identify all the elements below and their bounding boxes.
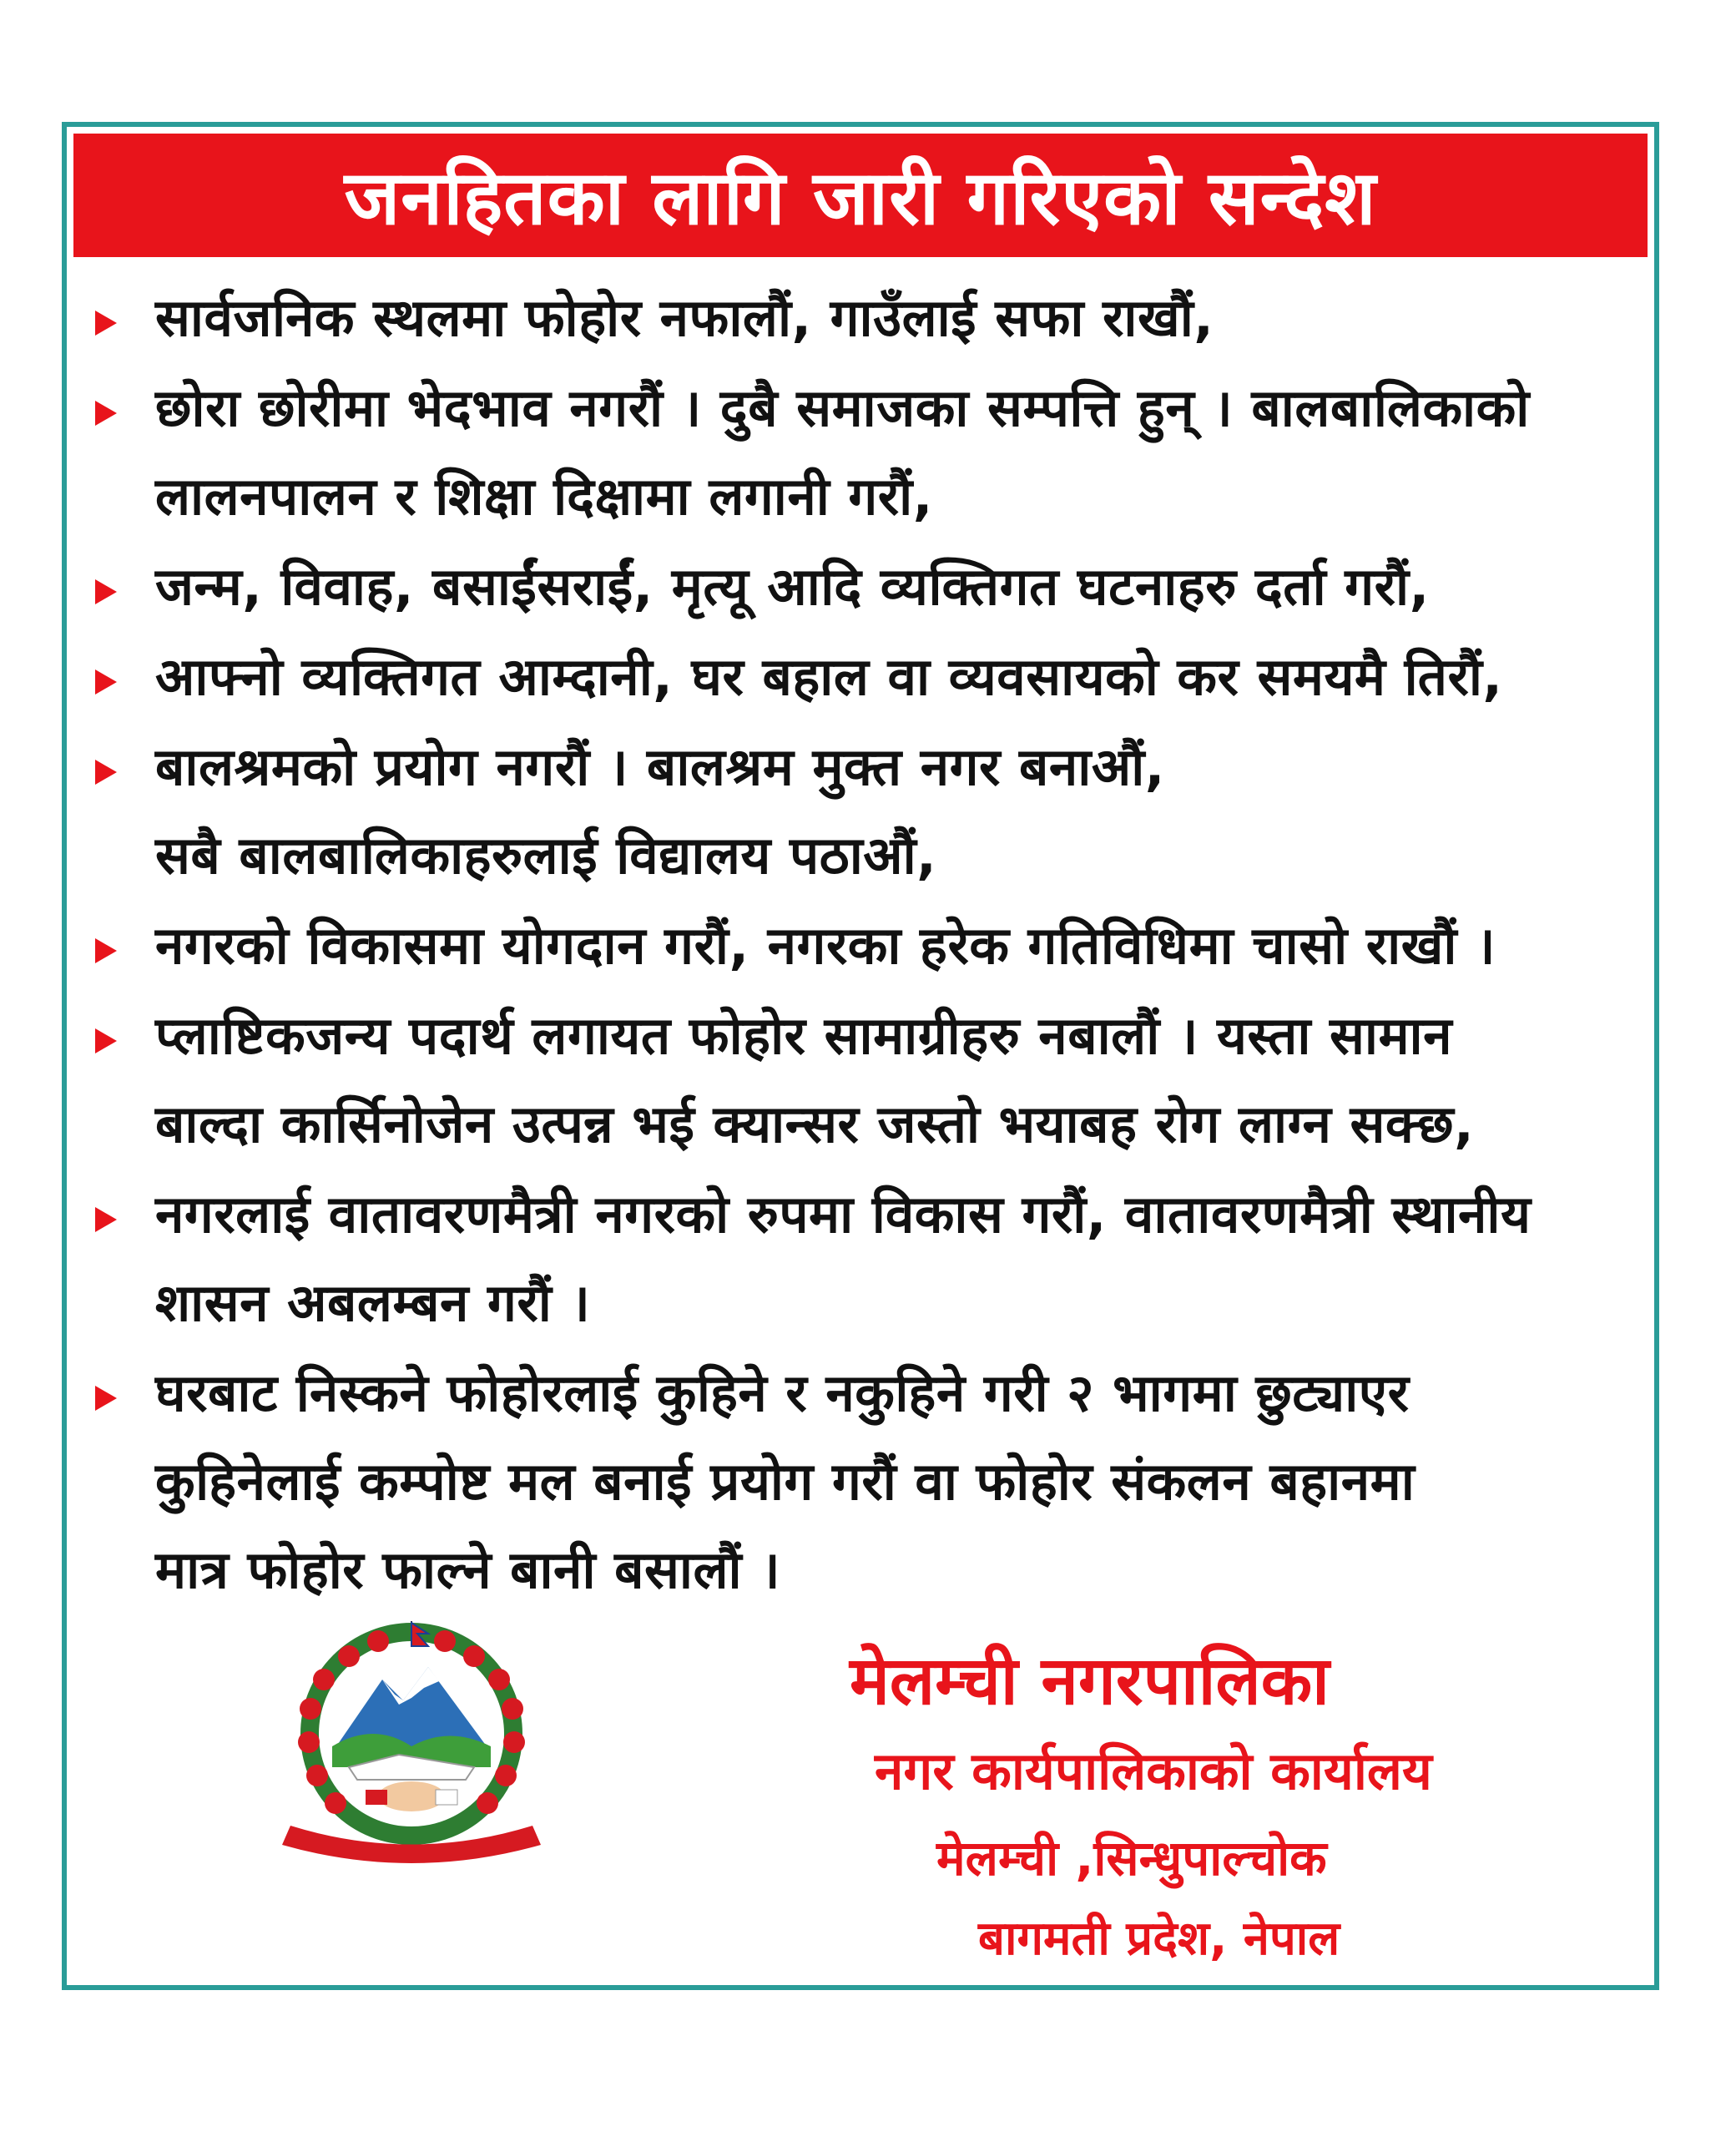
footer [67,1621,1654,1980]
message-line: मात्र फोहोर फाल्ने बानी बसालौं । [155,1539,781,1600]
list-item [83,1170,1646,1347]
triangle-bullet-icon [95,579,117,604]
message-line: छोरा छोरीमा भेदभाव नगरौं । दुबै समाजका सम्पत्ति हुन् । बालबालिकाको [155,377,1530,438]
message-line: कुहिनेलाई कम्पोष्ट मल बनाई प्रयोग गरौं वा फोहोर संकलन बहानमा [155,1451,1416,1512]
message-line: बाल्दा कार्सिनोजेन उत्पन्न भई क्यान्सर जस्तो भयाबह रोग लाग्न सक्छ, [155,1094,1475,1154]
triangle-bullet-icon [95,760,117,785]
organization-name: मेलम्ची नगरपालिका [850,1642,1330,1720]
message-list [83,274,1646,1616]
message-line: प्लाष्टिकजन्य पदार्थ लगायत फोहोर सामाग्रीहरु नबालौं । यस्ता सामान [155,1005,1453,1066]
triangle-bullet-icon [95,1207,117,1232]
notice-frame [62,122,1659,1990]
message-line: सार्वजनिक स्थलमा फोहोर नफालौं, गाउँलाई सफा राखौं, [155,287,1214,348]
triangle-bullet-icon [95,1386,117,1411]
message-line: जन्म, विवाह, बसाईंसराईं, मृत्यू आदि व्यक्तिगत घटनाहरु दर्ता गरौं, [155,556,1430,617]
list-item [83,274,1646,362]
message-line: बालश्रमको प्रयोग नगरौं । बालश्रम मुक्त नगर बनाऔं, [155,736,1165,797]
triangle-bullet-icon [95,401,117,426]
message-line: घरबाट निस्कने फोहोरलाई कुहिने र नकुहिने गरी २ भागमा छुट्याएर [155,1362,1410,1423]
message-line: आफ्नो व्यक्तिगत आम्दानी, घर बहाल वा व्यवसायको कर समयमै तिरौं, [155,646,1503,707]
message-line: नगरलाई वातावरणमैत्री नगरको रुपमा विकास गरौं, वातावरणमैत्री स्थानीय [155,1184,1532,1245]
list-item [83,364,1646,541]
page-title: जनहितका लागि जारी गरिएको सन्देश [344,154,1377,242]
list-item [83,543,1646,631]
list-item [83,1349,1646,1614]
message-line: नगरको विकासमा योगदान गरौं, नगरका हरेक गतिविधिमा चासो राखौं । [155,915,1496,976]
office-name: नगर कार्यपालिकाको कार्यालय [875,1740,1432,1801]
triangle-bullet-icon [95,669,117,695]
title-banner [73,134,1648,257]
list-item [83,992,1646,1169]
triangle-bullet-icon [95,938,117,963]
message-line: लालनपालन र शिक्षा दिक्षामा लगानी गरौं, [155,466,933,527]
nepal-emblem-icon [257,1621,566,1872]
province-country: बागमती प्रदेश, नेपाल [978,1912,1340,1966]
office-location: मेलम्ची ,सिन्धुपाल्चोक [936,1830,1327,1887]
message-line: शासन अबलम्बन गरौं । [155,1272,591,1333]
triangle-bullet-icon [95,311,117,336]
list-item [83,902,1646,990]
list-item [83,633,1646,721]
list-item [83,723,1646,900]
triangle-bullet-icon [95,1028,117,1053]
message-line: सबै बालबालिकाहरुलाई विद्यालय पठाऔं, [155,825,937,886]
